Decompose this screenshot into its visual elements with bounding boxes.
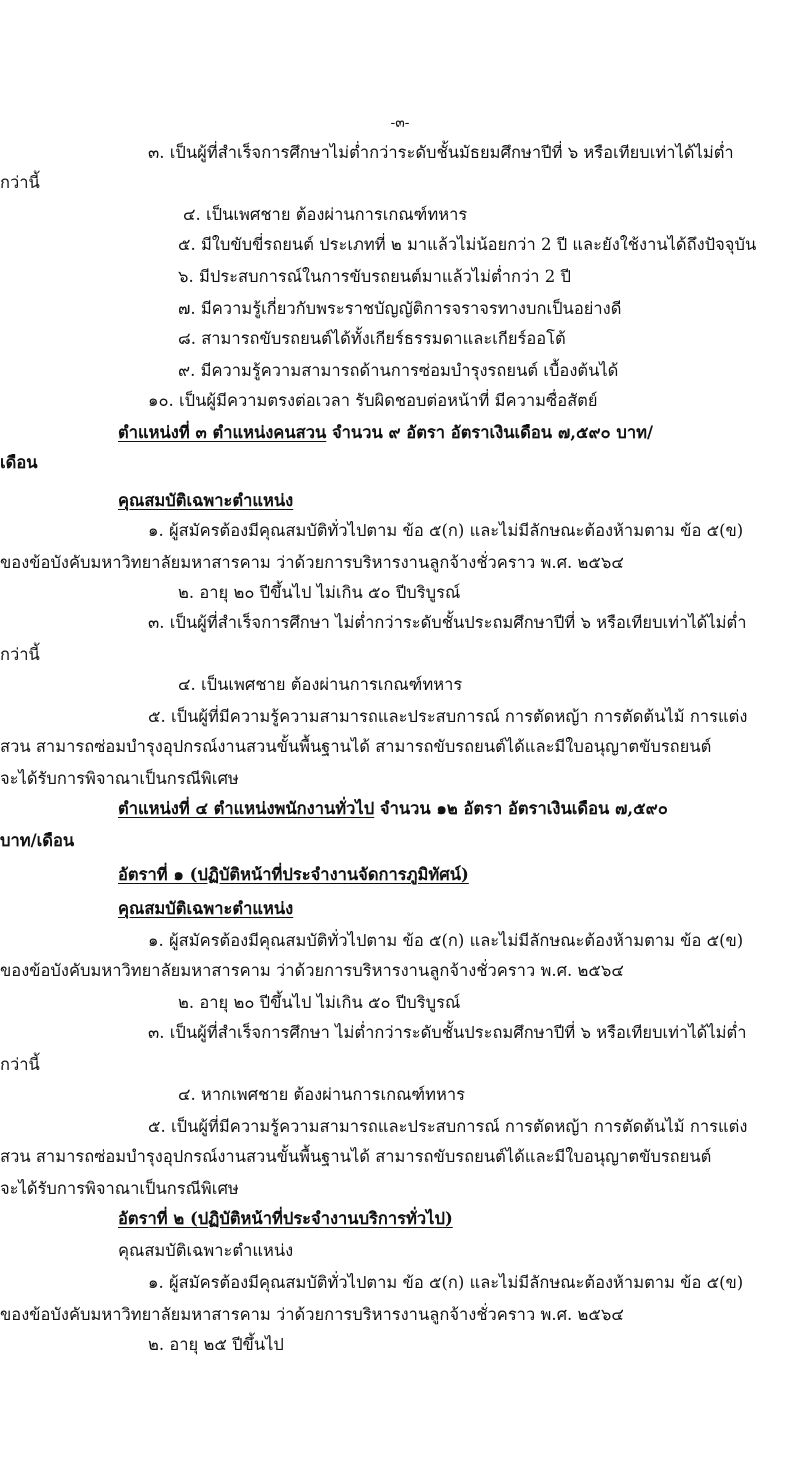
text-line: บาท/เดือน [0,831,75,850]
text-line: ๒. อายุ ๒๕ ปีขึ้นไป [148,1335,284,1354]
text-line: คุณสมบัติเฉพาะตำแหน่ง [118,1241,294,1260]
text-line: ๑. ผู้สมัครต้องมีคุณสมบัติทั่วไปตาม ข้อ ๕(ก) และไม่มีลักษณะต้องห้ามตาม ข้อ ๕(ข) [148,1273,744,1292]
text-line: ๕. มีใบขับขี่รถยนต์ ประเภทที่ ๒ มาแล้วไม่น้อยกว่า 2 ปี และยังใช้งานได้ถึงปัจจุบัน [178,235,757,254]
text-line: ๒. อายุ ๒๐ ปีขึ้นไป ไม่เกิน ๕๐ ปีบริบูรณ์ [178,583,461,602]
text-line: ๑๐. เป็นผู้มีความตรงต่อเวลา รับผิดชอบต่อหน้าที่ มีความซื่อสัตย์ [148,391,598,410]
text-line: ๔. เป็นเพศชาย ต้องผ่านการเกณฑ์ทหาร [178,675,463,694]
text-line: ๔. เป็นเพศชาย ต้องผ่านการเกณฑ์ทหาร [183,205,468,224]
text-line: ๑. ผู้สมัครต้องมีคุณสมบัติทั่วไปตาม ข้อ ๕(ก) และไม่มีลักษณะต้องห้ามตาม ข้อ ๕(ข) [148,521,744,540]
text-line: คุณสมบัติเฉพาะตำแหน่ง [118,899,294,918]
text-line: สวน สามารถซ่อมบำรุงอุปกรณ์งานสวนขั้นพื้นฐานได้ สามารถขับรถยนต์ได้และมีใบอนุญาตขับรถยนต์ [0,1147,712,1166]
text-line: ๙. มีความรู้ความสามารถด้านการซ่อมบำรุงรถยนต์ เบื้องต้นได้ [178,361,619,380]
text-line: ของข้อบังคับมหาวิทยาลัยมหาสารคาม ว่าด้วยการบริหารงานลูกจ้างชั่วคราว พ.ศ. ๒๕๖๔ [0,961,624,980]
text-line: เดือน [0,453,38,472]
text-line: ๑. ผู้สมัครต้องมีคุณสมบัติทั่วไปตาม ข้อ ๕(ก) และไม่มีลักษณะต้องห้ามตาม ข้อ ๕(ข) [148,931,744,950]
text-line: จะได้รับการพิจาณาเป็นกรณีพิเศษ [0,1179,239,1198]
text-line: ๓. เป็นผู้ที่สำเร็จการศึกษา ไม่ต่ำกว่าระดับชั้นประถมศึกษาปีที่ ๖ หรือเทียบเท่าได้ไม่ต่ำ [148,613,747,632]
text-line: กว่านี้ [0,645,40,664]
text-line: ๖. มีประสบการณ์ในการขับรถยนต์มาแล้วไม่ต่ำกว่า 2 ปี [178,267,572,286]
text-line: ๗. มีความรู้เกี่ยวกับพระราชบัญญัติการจราจรทางบกเป็นอย่างดี [178,299,622,318]
text-line: สวน สามารถซ่อมบำรุงอุปกรณ์งานสวนขั้นพื้นฐานได้ สามารถขับรถยนต์ได้และมีใบอนุญาตขับรถยนต์ [0,737,712,756]
text-line: อัตราที่ ๑ (ปฏิบัติหน้าที่ประจำงานจัดการภูมิทัศน์) [118,865,469,884]
text-line: กว่านี้ [0,1055,40,1074]
text-line: ๕. เป็นผู้ที่มีความรู้ความสามารถและประสบการณ์ การตัดหญ้า การตัดต้นไม้ การแต่ง [148,707,748,726]
text-line: ของข้อบังคับมหาวิทยาลัยมหาสารคาม ว่าด้วยการบริหารงานลูกจ้างชั่วคราว พ.ศ. ๒๕๖๔ [0,1305,624,1324]
text-line: ๓. เป็นผู้ที่สำเร็จการศึกษาไม่ต่ำกว่าระดับชั้นมัธยมศึกษาปีที่ ๖ หรือเทียบเท่าได้ไม่ต่ำ [148,143,734,162]
text-line [118,794,800,824]
text-line: ๘. สามารถขับรถยนต์ได้ทั้งเกียร์ธรรมดาและเกียร์ออโต้ [178,329,566,348]
text-line: จะได้รับการพิจาณาเป็นกรณีพิเศษ [0,769,239,788]
position-heading: ตำแหน่งที่ ๓ ตำแหน่งคนสวน [118,423,327,442]
text-line [118,418,800,448]
page-number: -๓- [390,115,410,131]
text-line: ๒. อายุ ๒๐ ปีขึ้นไป ไม่เกิน ๕๐ ปีบริบูรณ์ [178,993,461,1012]
text-line: ๔. หากเพศชาย ต้องผ่านการเกณฑ์ทหาร [178,1085,466,1104]
position-heading: ตำแหน่งที่ ๔ ตำแหน่งพนักงานทั่วไป [118,799,375,818]
text-line: กว่านี้ [0,173,40,192]
text-line: อัตราที่ ๒ (ปฏิบัติหน้าที่ประจำงานบริการทั่วไป) [118,1209,453,1228]
text-line: คุณสมบัติเฉพาะตำแหน่ง [118,491,294,510]
position-details: จำนวน ๑๒ อัตรา อัตราเงินเดือน ๗,๕๙๐ [374,799,668,818]
text-line: ของข้อบังคับมหาวิทยาลัยมหาสารคาม ว่าด้วยการบริหารงานลูกจ้างชั่วคราว พ.ศ. ๒๕๖๔ [0,553,624,572]
text-line: ๕. เป็นผู้ที่มีความรู้ความสามารถและประสบการณ์ การตัดหญ้า การตัดต้นไม้ การแต่ง [148,1117,748,1136]
text-line: ๓. เป็นผู้ที่สำเร็จการศึกษา ไม่ต่ำกว่าระดับชั้นประถมศึกษาปีที่ ๖ หรือเทียบเท่าได้ไม่ต่ำ [148,1023,747,1042]
position-details: จำนวน ๙ อัตรา อัตราเงินเดือน ๗,๕๙๐ บาท/ [326,423,654,442]
